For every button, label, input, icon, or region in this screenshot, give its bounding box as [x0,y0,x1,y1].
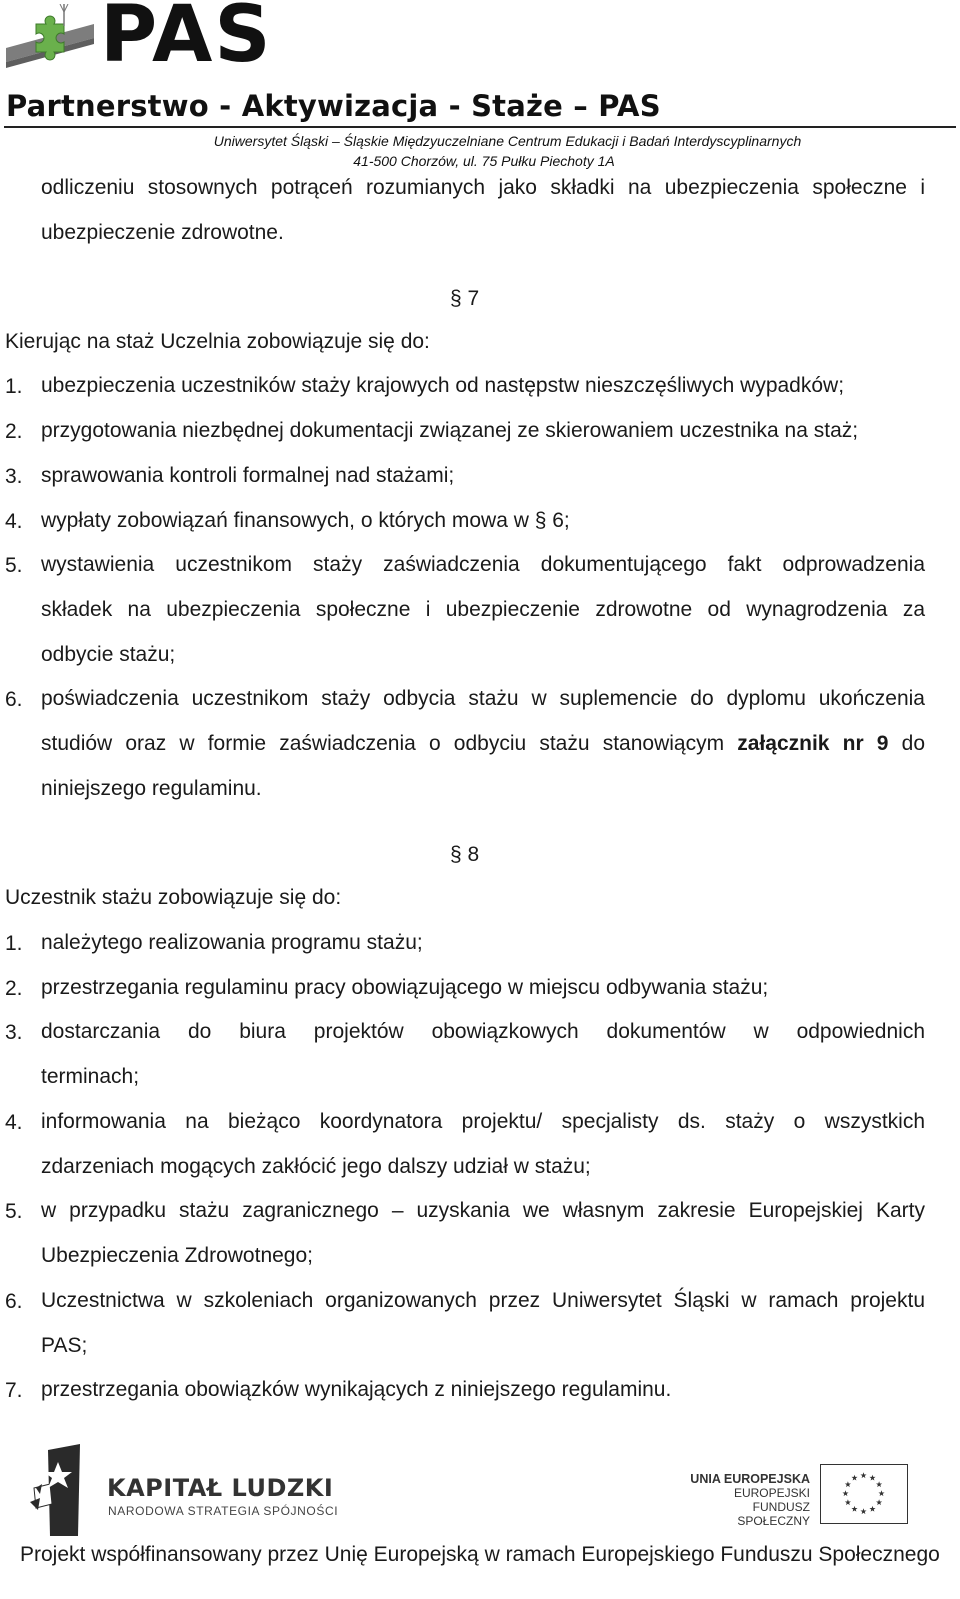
s8-item-4-row-2: zdarzeniach mogących zakłócić jego dalszy udział w stażu; [41,1155,591,1178]
s8-item-5-row-2: Ubezpieczenia Zdrowotnego; [41,1244,313,1267]
s7-item-5 [41,554,925,689]
institution-name: Uniwersytet Śląski – Śląskie Międzyuczelniane Centrum Edukacji i Badań Interdyscyplinarnych [213,133,802,149]
s7-item-5-row-2: składek na ubezpieczenia społeczne i ubezpieczenie zdrowotne od wynagrodzenia za [41,598,925,621]
s8-item-3-number: 3. [5,1021,23,1044]
s7-item-6-number: 6. [5,688,23,711]
s7-item-3 [41,465,925,510]
eu-star-icon [869,1506,875,1512]
s7-item-3-number: 3. [5,465,23,488]
document-header [0,0,960,170]
eu-star-icon [876,1499,882,1505]
s7-item-6-row-1: poświadczenia uczestnikom staży odbycia stażu w suplemencie do dyplomu ukończenia [41,687,925,710]
s7-item-6-row-2 [41,733,925,778]
institution-address: 41-500 Chorzów, ul. 75 Pułku Piechoty 1A [353,153,615,169]
s8-item-2-number: 2. [5,977,23,1000]
intro-line-2: ubezpieczenie zdrowotne. [41,221,284,244]
s7-item-2-number: 2. [5,420,23,443]
eu-star-icon [845,1481,851,1487]
pas-puzzle-logo-icon [6,4,94,70]
s7-item-4 [41,510,925,555]
eu-star-icon [860,1508,866,1514]
s7-item-6 [41,688,925,823]
eu-star-icon [869,1475,875,1481]
s8-item-3 [41,1021,925,1111]
intro-line-1: odliczeniu stosownych potrąceń rozumianych jako składki na ubezpieczenia społeczne i [41,176,925,199]
section-8-lead: Uczestnik stażu zobowiązuje się do: [5,886,342,909]
s8-item-5-row-1: w przypadku stażu zagranicznego – uzyskania we własnym zakresie Europejskiej Karty [41,1199,925,1222]
attachment-reference: załącznik nr 9 [737,732,889,755]
eu-line-3: FUNDUSZ SPOŁECZNY [737,1500,810,1528]
section-7-heading: § 7 [450,287,480,310]
eu-star-icon [876,1481,882,1487]
kapital-ludzki-logo-icon [28,1444,84,1536]
s8-item-4 [41,1111,925,1201]
s8-item-5-number: 5. [5,1200,23,1223]
eu-line-1: UNIA EUROPEJSKA [690,1472,810,1486]
s7-item-6-row-2-post: do [888,732,926,755]
s7-item-5-number: 5. [5,554,23,577]
document-footer [0,1440,960,1599]
s7-item-2-text: przygotowania niezbędnej dokumentacji związanej ze skierowaniem uczestnika na staż; [41,419,859,442]
s8-item-4-number: 4. [5,1111,23,1134]
kapital-ludzki-subtitle: NARODOWA STRATEGIA SPÓJNOŚCI [108,1504,339,1518]
s7-item-5-row-3: odbycie stażu; [41,643,176,666]
s8-item-1 [41,932,925,977]
s8-item-7-text: przestrzegania obowiązków wynikających z niniejszego regulaminu. [41,1378,672,1401]
section-7-lead: Kierując na staż Uczelnia zobowiązuje się do: [5,330,430,353]
kapital-ludzki-title: KAPITAŁ LUDZKI [107,1474,334,1502]
s8-item-1-number: 1. [5,932,23,955]
eu-line-2: EUROPEJSKI [733,1486,810,1500]
section-8-heading: § 8 [450,843,480,866]
s7-item-1 [41,375,925,420]
pas-logo-title: PAS [100,0,273,80]
eu-star-icon [878,1490,884,1496]
eu-star-icon [845,1499,851,1505]
eu-star-icon [842,1490,848,1496]
s8-item-3-row-1: dostarczania do biura projektów obowiązkowych dokumentów w odpowiednich [41,1020,925,1043]
s8-item-6-row-1: Uczestnictwa w szkoleniach organizowanych przez Uniwersytet Śląski w ramach projektu [41,1289,925,1312]
s8-item-3-row-2: terminach; [41,1065,140,1088]
s7-item-5-row-1: wystawienia uczestnikom staży zaświadczenia dokumentującego fakt odprowadzenia [41,553,925,576]
s8-item-6-row-2: PAS; [41,1334,88,1357]
s8-item-4-row-1: informowania na bieżąco koordynatora projektu/ specjalisty ds. staży o wszystkich [41,1110,925,1133]
eu-fund-label [680,1472,810,1528]
s8-item-5 [41,1200,925,1290]
s8-item-6 [41,1290,925,1380]
s7-item-3-text: sprawowania kontroli formalnej nad stażami; [41,464,455,487]
s8-item-2-text: przestrzegania regulaminu pracy obowiązującego w miejscu odbywania stażu; [41,976,769,999]
eu-star-icon [851,1506,857,1512]
header-divider [4,126,956,128]
s7-item-6-row-2-pre: studiów oraz w formie zaświadczenia o odbyciu stażu stanowiącym [41,732,738,755]
s7-item-4-number: 4. [5,510,23,533]
eu-star-icon [851,1475,857,1481]
eu-star-icon [860,1472,866,1478]
s7-item-2 [41,420,925,465]
cofinancing-caption: Projekt współfinansowany przez Unię Europejską w ramach Europejskiego Funduszu Społecznego [20,1543,940,1566]
eu-flag-icon [820,1464,908,1524]
s8-item-7 [41,1379,925,1424]
project-subtitle: Partnerstwo - Aktywizacja - Staże – PAS [6,89,661,123]
s7-item-6-row-3: niniejszego regulaminu. [41,777,262,800]
s7-item-4-text: wypłaty zobowiązań finansowych, o których mowa w § 6; [41,509,570,532]
s7-item-1-text: ubezpieczenia uczestników staży krajowych od następstw nieszczęśliwych wypadków; [41,374,845,397]
s8-item-1-text: należytego realizowania programu stażu; [41,931,423,954]
s8-item-2 [41,977,925,1022]
s8-item-6-number: 6. [5,1290,23,1313]
s7-item-1-number: 1. [5,375,23,398]
s8-item-7-number: 7. [5,1379,23,1402]
